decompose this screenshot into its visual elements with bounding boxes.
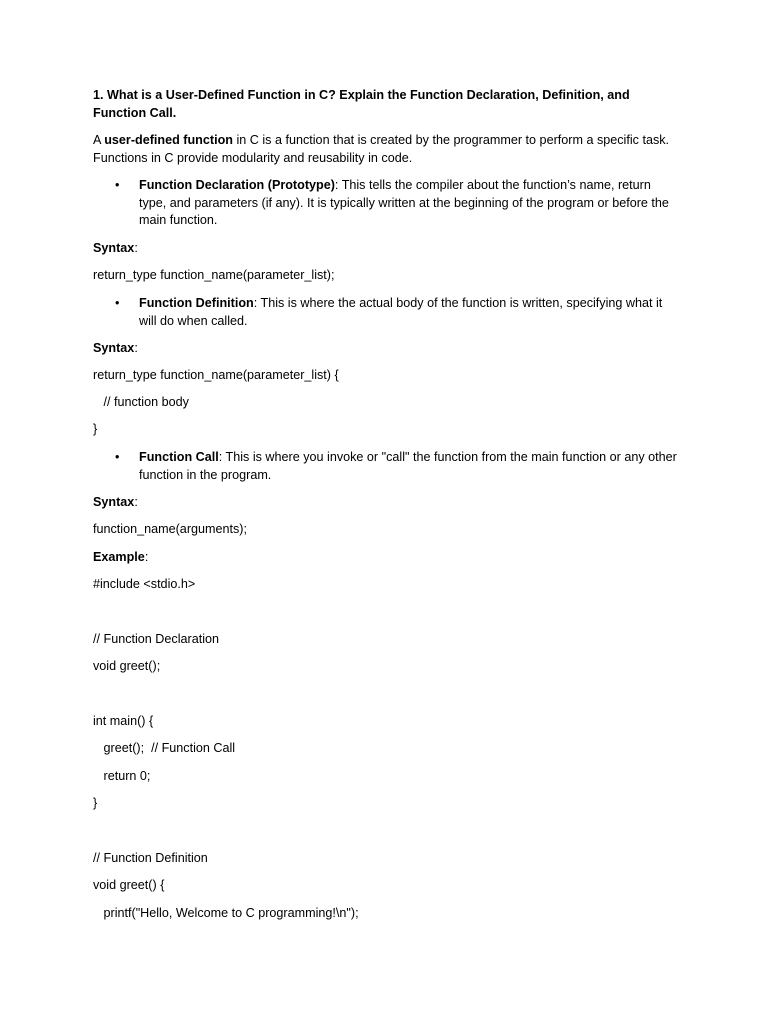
bullet-definition-text [139,295,677,330]
intro-rest: in C is a function that is created by the programmer to perform a specific task. Functions in C provide modularity and reusability in code. [93,133,670,165]
bullet-definition-term: Function Definition [139,296,254,310]
syntax-label [93,240,678,258]
syntax-call-line: function_name(arguments); [93,522,248,536]
example-label-bold: Example [93,550,145,564]
bullet-declaration-term: Function Declaration (Prototype) [139,178,335,192]
syntax-declaration-line: return_type function_name(parameter_list); [93,268,335,282]
intro-prefix: A [93,133,105,147]
code-line: // Function Declaration [93,632,219,646]
bullet-call-text [139,449,677,484]
code-line: return 0; [93,769,151,783]
intro-paragraph [93,132,678,167]
syntax-definition-line: } [93,422,98,436]
bullet-declaration-text [139,177,677,230]
syntax-label-bold: Syntax [93,495,135,509]
code-line: // Function Definition [93,851,208,865]
syntax-label-colon: : [134,341,138,355]
code-line: printf("Hello, Welcome to C programming!\n"); [93,906,359,920]
bullet-marker: • [115,178,120,192]
example-label-colon: : [144,550,149,564]
bullet-marker: • [115,450,120,464]
question-title: 1. What is a User-Defined Function in C? Explain the Function Declaration, Definition, and Function Call. [93,88,630,120]
syntax-label [93,340,678,358]
bullet-declaration-rest: : This tells the compiler about the function’s name, return type, and parameters (if any). It is typically written at the beginning of the program or before the main function. [139,178,669,227]
code-line: } [93,796,98,810]
syntax-definition-line: // function body [93,395,189,409]
code-line: #include <stdio.h> [93,577,196,591]
intro-term: user-defined function [104,133,233,147]
syntax-label-colon: : [134,241,138,255]
code-line: int main() { [93,714,154,728]
bullet-marker: • [115,296,120,310]
code-line: void greet(); [93,659,161,673]
code-line: greet(); // Function Call [93,741,236,755]
bullet-definition-rest: : This is where the actual body of the function is written, specifying what it will do when called. [139,296,663,328]
syntax-label [93,494,678,512]
syntax-definition-line: return_type function_name(parameter_list) { [93,368,339,382]
syntax-label-bold: Syntax [93,341,135,355]
bullet-call-rest: : This is where you invoke or "call" the function from the main function or any other function in the program. [139,450,677,482]
bullet-call-term: Function Call [139,450,219,464]
syntax-label-bold: Syntax [93,241,135,255]
code-line: void greet() { [93,878,165,892]
example-label [93,549,678,567]
syntax-label-colon: : [134,495,138,509]
